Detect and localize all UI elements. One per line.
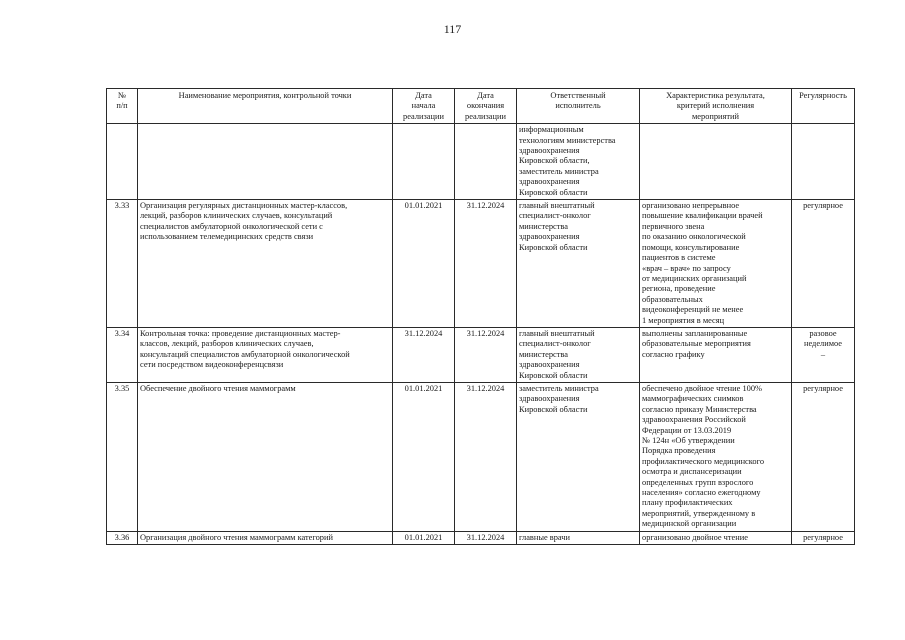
header-num: № п/п <box>107 89 138 124</box>
row-regularity: регулярное <box>792 531 855 544</box>
row-num: 3.34 <box>107 327 138 382</box>
row-name: Контрольная точка: проведение дистанционных мастер- классов, лекций, разборов клинических случаев, консультаций специалистов амбулаторной онкологической сети посредством видеоконференцсвязи <box>138 327 393 382</box>
row-regularity: разовое неделимое <box>803 328 843 349</box>
row-num: 3.36 <box>107 531 138 544</box>
row-result: обеспечено двойное чтение 100% маммографических снимков согласно приказу Министерства здравоохранения Российской Федерации от 13.03.2019 № 124н «Об утверждении Порядка проведения профилактического медицинского осмотра и диспансеризации определенных групп взрослого населения» согласно ежегодному плану профилактических мероприятий, утвержденному в медицинской организации <box>640 382 792 531</box>
row-num: 3.35 <box>107 382 138 531</box>
header-responsible: Ответственный исполнитель <box>517 89 640 124</box>
row-end-date <box>455 124 517 200</box>
row-name: Организация регулярных дистанционных мастер-классов, лекций, разборов клинических случаев, консультаций специалистов амбулаторной онкологической сети с использованием телемедицинских средств связи <box>138 200 393 328</box>
row-result: выполнены запланированные образовательные мероприятия согласно графику <box>640 327 792 382</box>
table-row <box>107 382 855 531</box>
row-start-date <box>393 124 455 200</box>
row-num <box>107 124 138 200</box>
row-regularity: регулярное <box>792 200 855 328</box>
table-row <box>107 327 855 382</box>
row-responsible: информационным технологиям министерства здравоохранения Кировской области, заместитель министра здравоохранения Кировской области <box>517 124 640 200</box>
header-regularity: Регулярность <box>792 89 855 124</box>
row-start-date: 01.01.2021 <box>393 531 455 544</box>
row-end-date: 31.12.2024 <box>455 200 517 328</box>
row-num: 3.33 <box>107 200 138 328</box>
row-start-date: 01.01.2021 <box>393 200 455 328</box>
activities-table <box>106 88 855 545</box>
row-responsible: заместитель министра здравоохранения Кировской области <box>517 382 640 531</box>
row-result: организовано непрерывное повышение квалификации врачей первичного звена по оказанию онкологической помощи, консультирование пациентов в системе «врач – врач» по запросу от медицинских организаций региона, проведение образовательных видеоконференций не менее 1 мероприятия в месяц <box>640 200 792 328</box>
row-regularity-cell <box>792 327 855 382</box>
table-header-row <box>107 89 855 124</box>
table-row <box>107 124 855 200</box>
header-start-date: Дата начала реализации <box>393 89 455 124</box>
row-name <box>138 124 393 200</box>
table-row <box>107 200 855 328</box>
row-responsible: главный внештатный специалист-онколог министерства здравоохранения Кировской области <box>517 200 640 328</box>
table-row <box>107 531 855 544</box>
row-end-date: 31.12.2024 <box>455 327 517 382</box>
page-number: 117 <box>443 22 462 36</box>
row-regularity <box>792 124 855 200</box>
row-responsible: главный внештатный специалист-онколог министерства здравоохранения Кировской области <box>517 327 640 382</box>
row-result <box>640 124 792 200</box>
row-responsible: главные врачи <box>517 531 640 544</box>
header-result: Характеристика результата, критерий исполнения мероприятий <box>640 89 792 124</box>
row-regularity: регулярное <box>792 382 855 531</box>
header-name: Наименование мероприятия, контрольной точки <box>138 89 393 124</box>
regularity-dash: – <box>820 349 826 359</box>
row-name: Обеспечение двойного чтения маммограмм <box>138 382 393 531</box>
row-result: организовано двойное чтение <box>640 531 792 544</box>
row-end-date: 31.12.2024 <box>455 382 517 531</box>
row-name: Организация двойного чтения маммограмм категорий <box>138 531 393 544</box>
row-start-date: 31.12.2024 <box>393 327 455 382</box>
row-start-date: 01.01.2021 <box>393 382 455 531</box>
row-end-date: 31.12.2024 <box>455 531 517 544</box>
header-end-date: Дата окончания реализации <box>455 89 517 124</box>
